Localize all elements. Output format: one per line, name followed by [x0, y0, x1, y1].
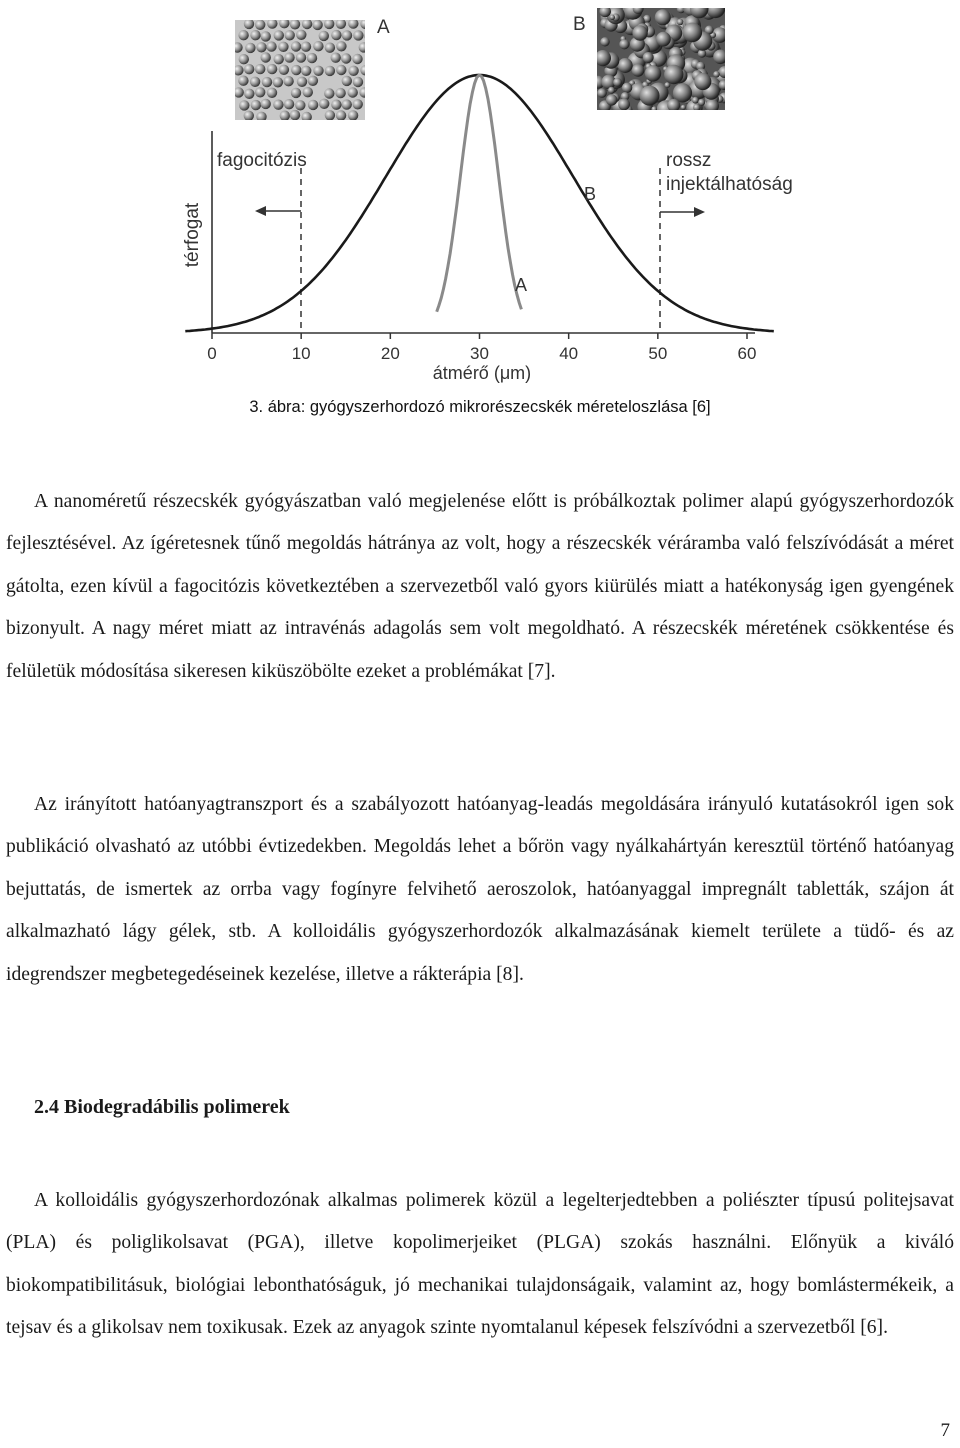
- sphere-particle: [261, 31, 271, 41]
- sphere-particle: [348, 18, 358, 28]
- sphere-particle: [319, 99, 329, 109]
- paragraph-3: [6, 1180, 954, 1350]
- sphere-particle: [234, 87, 244, 97]
- sphere-particle: [341, 53, 351, 63]
- sphere-particle: [359, 87, 369, 97]
- sphere-particle: [667, 99, 680, 112]
- sphere-particle: [336, 110, 346, 120]
- sphere-particle: [600, 37, 609, 46]
- sphere-particle: [244, 111, 254, 121]
- x-tick-label: 10: [291, 344, 311, 363]
- sphere-particle: [266, 41, 276, 51]
- sphere-particle: [302, 112, 312, 122]
- sphere-particle: [331, 53, 341, 63]
- sphere-particle: [244, 19, 254, 29]
- sphere-particle: [278, 42, 288, 52]
- sphere-particle: [655, 9, 671, 25]
- sphere-particle: [324, 19, 334, 29]
- sphere-particle: [651, 106, 657, 112]
- x-tick-label: 60: [737, 344, 757, 363]
- sphere-particle: [284, 99, 294, 109]
- sphere-particle: [336, 65, 346, 75]
- sphere-particle: [239, 54, 249, 64]
- sphere-particle: [233, 65, 243, 75]
- sphere-particle: [255, 20, 265, 30]
- photo-a-label: A: [377, 17, 390, 38]
- section-heading: 2.4 Biodegradábilis polimerek: [34, 1096, 290, 1118]
- sphere-particle: [348, 66, 358, 76]
- sphere-particle: [336, 41, 346, 51]
- sphere-particle: [610, 15, 615, 20]
- sphere-particle: [613, 78, 622, 87]
- sphere-particle: [365, 53, 375, 63]
- sphere-particle: [256, 112, 266, 122]
- sphere-particle: [640, 86, 660, 106]
- x-tick-label: 30: [470, 344, 489, 363]
- sphere-particle: [319, 31, 329, 41]
- sphere-particle: [325, 66, 335, 76]
- sphere-particle: [308, 100, 318, 110]
- paragraph-1: [6, 481, 954, 693]
- sphere-particle: [618, 99, 630, 111]
- sphere-particle: [290, 110, 300, 120]
- sphere-particle: [296, 52, 306, 62]
- sphere-particle: [307, 53, 317, 63]
- sphere-particle: [359, 42, 369, 52]
- sphere-particle: [301, 66, 311, 76]
- sphere-particle: [245, 43, 255, 53]
- sphere-particle: [244, 64, 254, 74]
- x-tick-label: 20: [380, 344, 400, 363]
- sphere-particle: [291, 41, 301, 51]
- sphere-particle: [301, 42, 311, 52]
- sphere-particle: [250, 77, 260, 87]
- injectability-annotation-line2: injektálhatóság: [666, 174, 793, 195]
- sphere-particle: [273, 77, 283, 87]
- sphere-particle: [331, 100, 341, 110]
- paragraph-1-text: A nanoméretű részecskék gyógyászatban való megjelenése előtt is próbálkoztak polimer alapú gyógyszerhordozók fejlesztésével. Az ígéretesnek tűnő megoldás hátránya az volt, hogy a részecskék véráramba való felszívódását a méret gátolta, ezen kívül a fagocitózis következtében a szervezetből való gyors kiürülés miatt a hatékonyság igen gyengének bizonyult. A nagy méret miatt az intravénás adagolás sem volt megoldható. A részecskék méretének csökkentése és felületük módosítása sikeresen kiküszöbölte ezeket a problémákat [7].: [6, 491, 954, 682]
- sphere-particle: [645, 65, 661, 81]
- sphere-particle: [348, 87, 358, 97]
- sphere-particle: [267, 88, 277, 98]
- sphere-particle: [274, 30, 284, 40]
- sphere-particle: [599, 6, 611, 18]
- sphere-particle: [353, 99, 363, 109]
- figure-caption: 3. ábra: gyógyszerhordozó mikrorészecskék méreteloszlása [6]: [249, 398, 711, 416]
- sphere-particle: [261, 99, 271, 109]
- sphere-particle: [238, 76, 248, 86]
- phagocytosis-arrow-head: [255, 206, 266, 216]
- sphere-particle: [303, 87, 313, 97]
- paragraph-2-text: Az irányított hatóanyagtranszport és a szabályozott hatóanyag-leadás megoldására irányuló kutatásokról igen sok publikáció olvasható az utóbbi évtizedekben. Megoldás lehet a bőrön vagy nyálkahártyán keresztül történő hatóanyag bejuttatás, de ismertek az orrba vagy fogínyre felvihető aeroszolok, hatóanyaggal impregnált tabletták, szájon át alkalmazható lágy gélek, stb. A kolloidális gyógyszerhordozók alkalmazásának kiemelt területe a tüdő- és az idegrendszer megbetegedéseinek kezelése, illetve a rákterápia [8].: [6, 794, 954, 985]
- sphere-particle: [290, 19, 300, 29]
- sphere-particle: [284, 52, 294, 62]
- series-b-label: B: [584, 184, 597, 204]
- sphere-particle: [633, 3, 644, 14]
- paragraph-2: [6, 784, 954, 996]
- sphere-particle: [683, 23, 703, 43]
- sphere-particle: [325, 43, 335, 53]
- sphere-particle: [255, 87, 265, 97]
- sphere-particle: [360, 19, 370, 29]
- sphere-particle: [632, 25, 647, 40]
- sphere-particle: [273, 100, 283, 110]
- sphere-particle: [261, 52, 271, 62]
- sphere-particle: [255, 64, 265, 74]
- sphere-particle: [353, 77, 363, 87]
- sphere-particle: [279, 65, 289, 75]
- sphere-particle: [302, 19, 312, 29]
- sphere-particle: [713, 50, 728, 65]
- sphere-particle: [694, 73, 711, 90]
- sphere-particle: [238, 30, 248, 40]
- sphere-particle: [681, 105, 686, 110]
- x-axis-label: átmérő (μm): [432, 363, 532, 383]
- sphere-particle: [283, 76, 293, 86]
- page-number: 7: [940, 1420, 950, 1441]
- sphere-particle: [262, 77, 272, 87]
- sphere-particle: [643, 52, 654, 63]
- y-axis-label: térfogat: [182, 202, 203, 268]
- sphere-particle: [312, 20, 322, 30]
- sphere-particle: [244, 89, 254, 99]
- sphere-particle: [352, 54, 362, 64]
- sphere-particle: [664, 65, 683, 84]
- sphere-particle: [353, 30, 363, 40]
- x-tick-label: 50: [648, 344, 668, 363]
- sphere-particle: [285, 30, 295, 40]
- sphere-particle: [336, 19, 346, 29]
- sphere-particle: [366, 77, 376, 87]
- sphere-particle: [280, 111, 290, 121]
- injectability-annotation-line1: rossz: [666, 150, 712, 171]
- sphere-particle: [365, 99, 375, 109]
- sphere-particle: [622, 83, 632, 93]
- sphere-particle: [597, 88, 607, 98]
- sphere-particle: [698, 99, 705, 106]
- photo-b-label: B: [573, 14, 586, 35]
- sphere-particle: [719, 66, 731, 78]
- sphere-particle: [267, 64, 277, 74]
- sphere-particle: [256, 42, 266, 52]
- sphere-particle: [313, 66, 323, 76]
- sphere-particle: [705, 99, 719, 113]
- x-tick-label: 40: [559, 344, 579, 363]
- paragraph-3-text: A kolloidális gyógyszerhordozónak alkalmas polimerek közül a legelterjedtebben a poliészter típusú politejsavat (PLA) és poliglikolsavat (PGA), illetve kopolimerjeiket (PLGA) szokás használni. Előnyük a kiváló biokompatibilitásuk, biológiai lebonthatóságuk, jó mechanikai tulajdonságaik, valamint az, hogy bomlástermékeik, a tejsav és a glikolsav nem toxikusak. Ezek az anyagok szinte nyomtalanul képesek felszívódni a szervezetből [6].: [6, 1190, 954, 1339]
- sphere-particle: [342, 30, 352, 40]
- sphere-particle: [348, 110, 358, 120]
- sphere-particle: [250, 30, 260, 40]
- sphere-particle: [297, 77, 307, 87]
- photo-b-polydisperse-spheres: [592, 0, 731, 119]
- sphere-particle: [595, 50, 611, 66]
- series-a-curve: [437, 75, 522, 312]
- x-tick-label: 0: [207, 344, 217, 363]
- sphere-particle: [719, 80, 729, 90]
- sphere-particle: [267, 18, 277, 28]
- sphere-particle: [325, 110, 335, 120]
- sphere-particle: [713, 71, 720, 78]
- sphere-particle: [308, 76, 318, 86]
- sphere-particle: [232, 42, 242, 52]
- sphere-particle: [335, 88, 345, 98]
- sphere-particle: [251, 100, 261, 110]
- sphere-particle: [606, 94, 617, 105]
- phagocytosis-annotation: fagocitózis: [217, 150, 307, 171]
- sphere-particle: [291, 65, 301, 75]
- sphere-particle: [608, 87, 615, 94]
- sphere-particle: [618, 58, 633, 73]
- sphere-particle: [331, 30, 341, 40]
- sphere-particle: [656, 32, 671, 47]
- sphere-particle: [274, 54, 284, 64]
- sphere-particle: [619, 39, 629, 49]
- sphere-particle: [364, 31, 374, 41]
- sphere-particle: [324, 88, 334, 98]
- sphere-particle: [313, 41, 323, 51]
- sphere-particle: [295, 100, 305, 110]
- sphere-particle: [632, 64, 645, 77]
- sphere-particle: [360, 65, 370, 75]
- sphere-particle: [692, 97, 699, 104]
- size-distribution-figure: [160, 0, 800, 395]
- sphere-particle: [239, 100, 249, 110]
- sphere-particle: [677, 19, 684, 26]
- series-a-label: A: [515, 275, 528, 295]
- photo-a-monodisperse-spheres: [232, 18, 376, 122]
- sphere-particle: [279, 18, 289, 28]
- sphere-particle: [690, 0, 709, 18]
- sphere-particle: [342, 99, 352, 109]
- injectability-arrow-head: [694, 207, 705, 217]
- sphere-particle: [296, 30, 306, 40]
- sphere-particle: [342, 76, 352, 86]
- sphere-particle: [291, 88, 301, 98]
